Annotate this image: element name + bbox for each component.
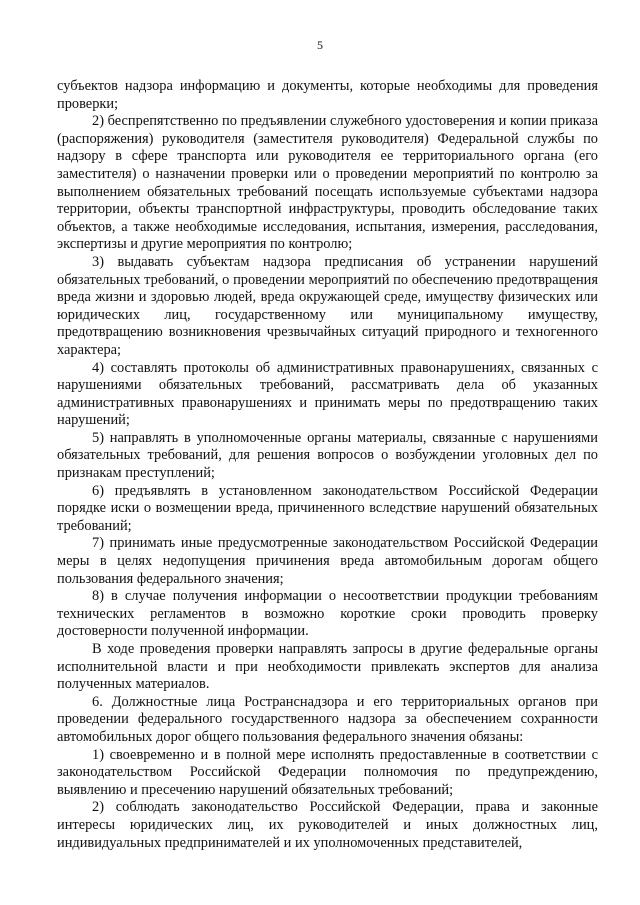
paragraph-requests: В ходе проведения проверки направлять запросы в другие федеральные органы исполнительной власти и при необходимости привлекать экспертов для анализа полученных материалов. — [57, 641, 598, 693]
paragraph-continuation: субъектов надзора информацию и документы, которые необходимы для проведения проверки; — [57, 78, 598, 112]
paragraph-item-8-product-check: 8) в случае получения информации о несоответствии продукции требованиям технических регламентов в возможно короткие сроки проводить проверку достоверности полученной информации. — [57, 588, 598, 640]
document-body — [57, 78, 598, 852]
page-number: 5 — [317, 38, 323, 52]
paragraph-section-6-duties: 6. Должностные лица Ространснадзора и его территориальных органов при проведении федерального государственного надзора за обеспечением сохранности автомобильных дорог общего пользования федерального значения обязаны: — [57, 693, 598, 745]
paragraph-item-5-send-materials: 5) направлять в уполномоченные органы материалы, связанные с нарушениями обязательных требований, для решения вопросов о возбуждении уголовных дел по признакам преступлений; — [57, 429, 598, 482]
paragraph-item-6-claims: 6) предъявлять в установленном законодательством Российской Федерации порядке иски о возмещении вреда, причиненного вследствие нарушений обязательных требований; — [57, 482, 598, 534]
paragraph-item-4-protocols: 4) составлять протоколы об административных правонарушениях, связанных с нарушениями обязательных требований, рассматривать дела об указанных административных правонарушениях и принимать меры по предотвращению таких нарушений; — [57, 359, 598, 429]
paragraph-item-3-issue-orders: 3) выдавать субъектам надзора предписания об устранении нарушений обязательных требований, о проведении мероприятий по обеспечению предотвращения вреда жизни и здоровью людей, вреда окружающей среде, имуществу физических или юридических лиц, государственному или муниципальному имуществу, предотвращению возникновения чрезвычайных ситуаций природного и техногенного характера; — [57, 253, 598, 358]
paragraph-duty-2: 2) соблюдать законодательство Российской Федерации, права и законные интересы юридических лиц, их руководителей и иных должностных лиц, индивидуальных предпринимателей и их уполномоченных представителей, — [57, 799, 598, 851]
paragraph-duty-1: 1) своевременно и в полной мере исполнять предоставленные в соответствии с законодательством Российской Федерации полномочия по предупреждению, выявлению и пресечению нарушений обязательных требований; — [57, 746, 598, 798]
paragraph-item-2-inspection-access: 2) беспрепятственно по предъявлении служебного удостоверения и копии приказа (распоряжения) руководителя (заместителя руководителя) Федеральной службы по надзору в сфере транспорта или руководителя ее территориального органа (его заместителя) о назначении проверки или о проведении мероприятий по контролю за выполнением обязательных требований посещать используемые субъектами надзора территории, объекты транспортной инфраструктуры, проводить обследование таких объектов, а также необходимые исследования, испытания, измерения, расследования, экспертизы и другие мероприятия по контролю; — [57, 113, 598, 253]
paragraph-item-7-other-measures: 7) принимать иные предусмотренные законодательством Российской Федерации меры в целях недопущения причинения вреда автомобильным дорогам общего пользования федерального значения; — [57, 535, 598, 587]
